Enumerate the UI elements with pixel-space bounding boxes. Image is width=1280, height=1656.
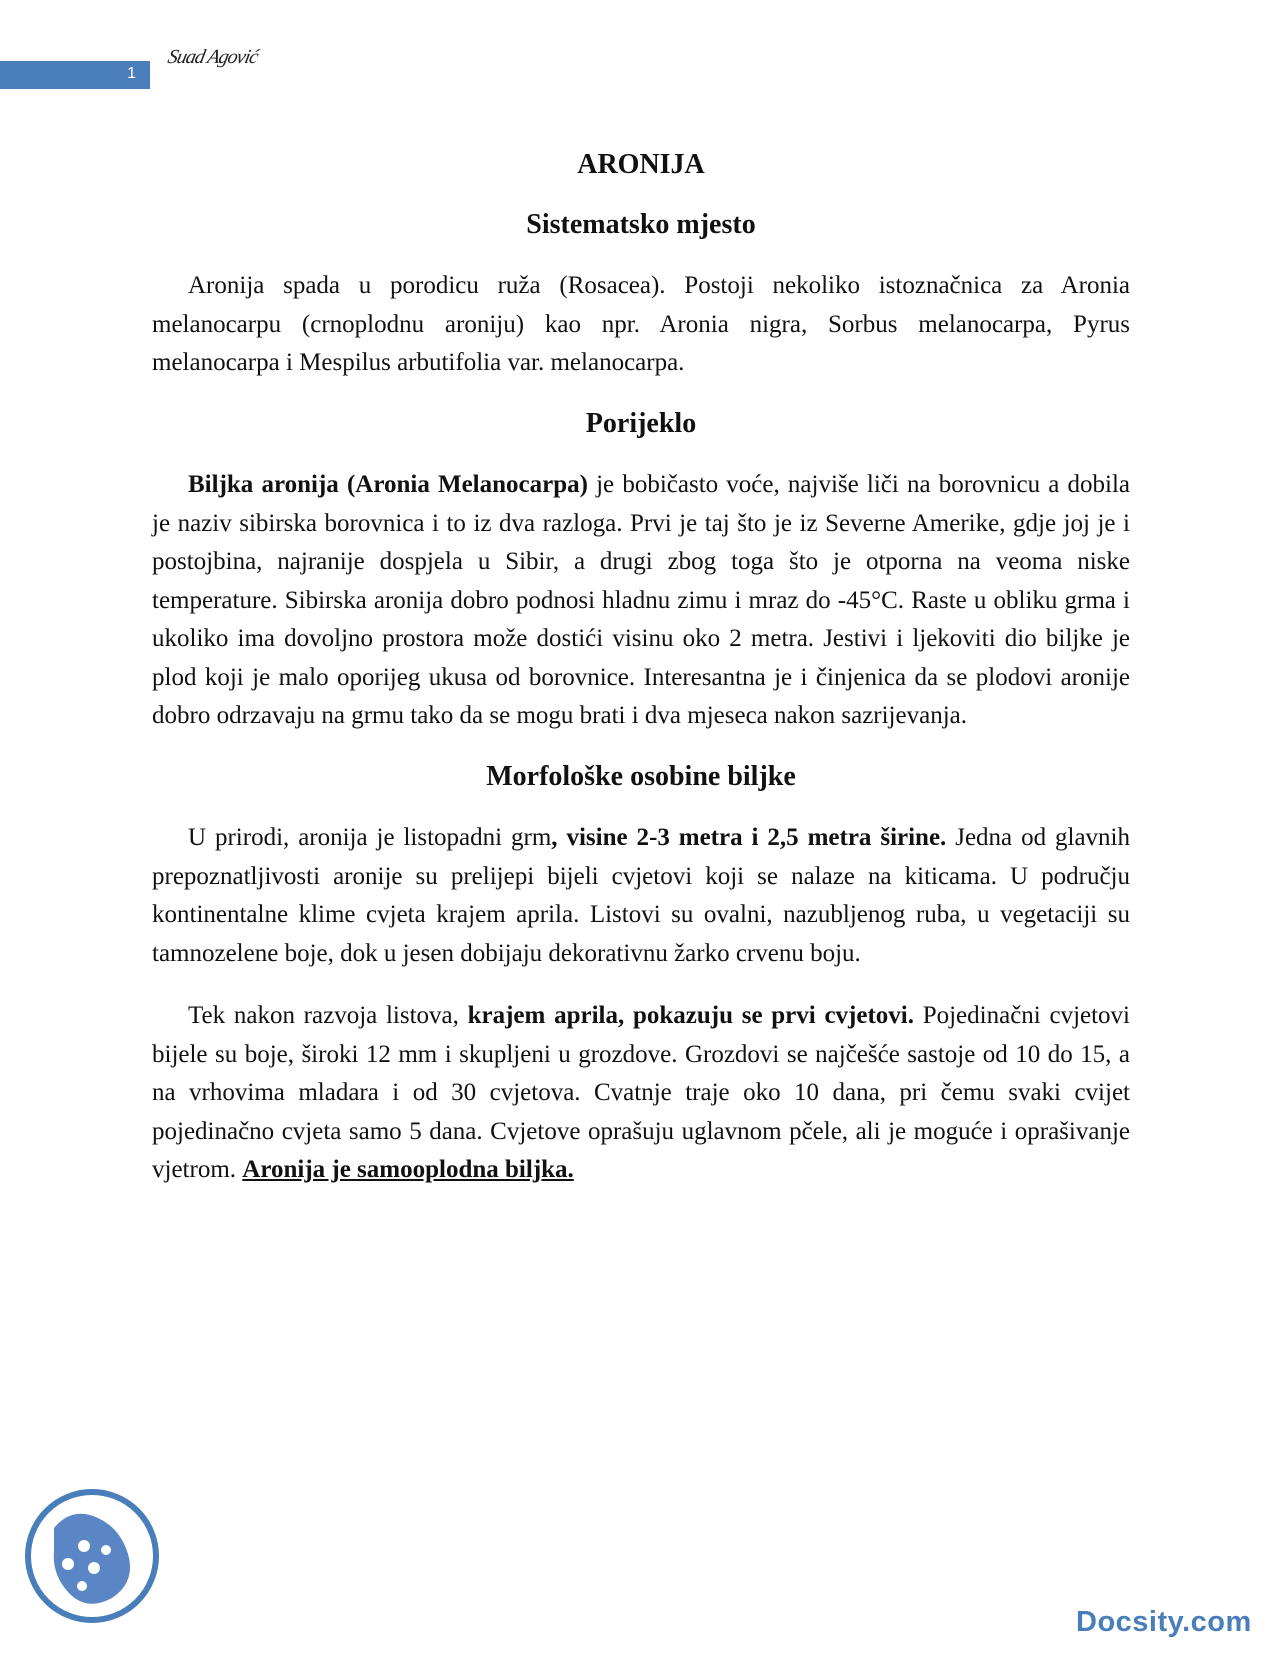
section-heading-sistematsko: Sistematsko mjesto: [526, 208, 756, 240]
bold-text: , visine 2-3 metra i 2,5 metra širine.: [551, 824, 947, 852]
author-signature: Suad Agović: [165, 46, 260, 68]
bold-text: krajem aprila, pokazuju se prvi cvjetovi.: [467, 1002, 914, 1030]
paragraph: [152, 267, 1130, 383]
paragraph-text: Jedna od glavnih prepoznatljivosti aronije su prelijepi bijeli cvjetovi koji se nalaze na kiticama. U području kontinentalne klime cvjeta krajem aprila. Listovi su ovalni, nazubljenog ruba, u vegetaciji su tamnozelene boje, dok u jesen dobijaju dekorativnu žarko crvenu boju.: [152, 824, 1130, 967]
paragraph-text: U prirodi, aronija je listopadni grm: [188, 824, 552, 852]
docsity-brand[interactable]: Docsity.com: [1076, 1606, 1252, 1638]
underlined-bold-text: Aronija je samooplodna biljka.: [242, 1156, 574, 1184]
paragraph-text: Pojedinačni cvjetovi bijele su boje, široki 12 mm i skupljeni u grozdove. Grozdovi se najčešće sastoje od 10 do 15, a na vrhovima mladara i od 30 cvjetova. Cvatnje traje oko 10 dana, pri čemu svaki cvijet pojedinačno cvjeta samo 5 dana. Cvjetove oprašuju uglavnom pčele, ali je moguće i oprašivanje vjetrom.: [152, 1002, 1130, 1184]
paragraph: [152, 819, 1130, 973]
bold-text: Biljka aronija (Aronia Melanocarpa): [188, 471, 588, 499]
docsity-logo-icon: [24, 1488, 160, 1624]
document-title: ARONIJA: [577, 149, 705, 180]
paragraph-text: Aronija spada u porodicu ruža (Rosacea). Postoji nekoliko istoznačnica za Aronia melanocarpu (crnoplodnu aroniju) kao npr. Aronia nigra, Sorbus melanocarpa, Pyrus melanocarpa i Mespilus arbutifolia var. melanocarpa.: [152, 272, 1130, 377]
section-heading-morfoloske: Morfološke osobine biljke: [486, 760, 796, 792]
document-body: [152, 148, 1130, 1228]
paragraph-text: Tek nakon razvoja listova,: [188, 1002, 468, 1030]
paragraph: [152, 466, 1130, 736]
page-number: 1: [127, 65, 136, 82]
paragraph-text: je bobičasto voće, najviše liči na borovnicu a dobila je naziv sibirska borovnica i to iz dva razloga. Prvi je taj što je iz Severne Amerike, gdje joj je i postojbina, najranije dospjela u Sibir, a drugi zbog toga što je otporna na veoma niske temperature. Sibirska aronija dobro podnosi hladnu zimu i mraz do -45°C. Raste u obliku grma i ukoliko ima dovoljno prostora može dostići visinu oko 2 metra. Jestivi i ljekoviti dio biljke je plod koji je malo oporijeg ukusa od borovnice. Interesantna je i činjenica da se plodovi aronije dobro odrzavaju na grmu tako da se mogu brati i dva mjeseca nakon sazrijevanja.: [152, 471, 1131, 730]
page-number-badge: [0, 61, 150, 89]
paragraph: [152, 997, 1130, 1190]
section-heading-porijeklo: Porijeklo: [585, 407, 697, 439]
